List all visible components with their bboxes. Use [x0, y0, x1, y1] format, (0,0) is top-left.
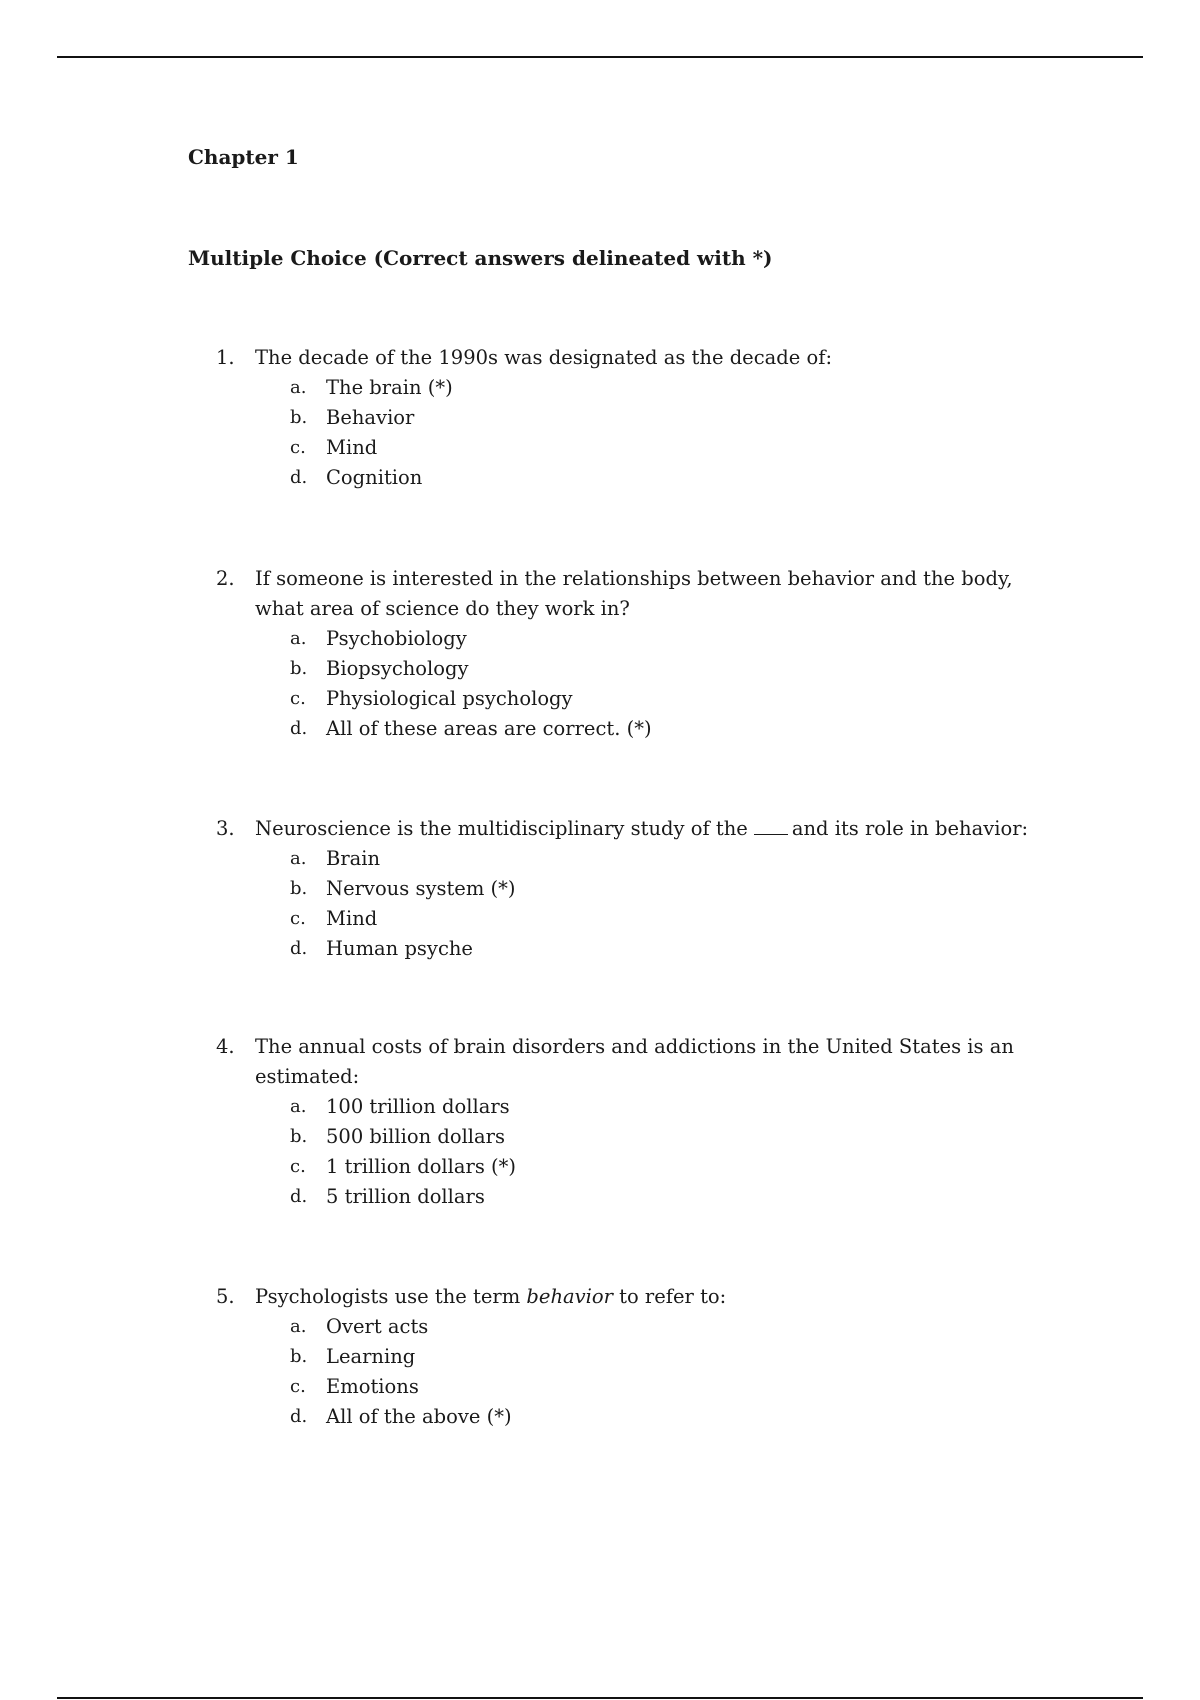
option-text: 500 billion dollars [326, 1125, 505, 1148]
option-text: Mind [326, 907, 378, 930]
answer-option-d [290, 1402, 1056, 1432]
question-text: The decade of the 1990s was designated as the decade of: [255, 346, 833, 369]
option-text: 100 trillion dollars [326, 1095, 510, 1118]
option-letter: a. [290, 1316, 307, 1337]
answer-option-a [290, 844, 1056, 874]
question-number: 5. [216, 1285, 235, 1308]
option-letter: a. [290, 628, 307, 649]
option-text: 1 trillion dollars (*) [326, 1155, 517, 1178]
question-stem [216, 814, 1056, 844]
answer-option-a [290, 624, 1056, 654]
answer-option-c [290, 1372, 1056, 1402]
footer-rule [57, 1697, 1143, 1699]
option-text: Nervous system (*) [326, 877, 516, 900]
option-letter: c. [290, 688, 306, 709]
option-text: Psychobiology [326, 627, 467, 650]
option-text: Cognition [326, 466, 423, 489]
answer-option-c [290, 904, 1056, 934]
question-text: If someone is interested in the relationships between behavior and the body, what area of science do they work in? [255, 567, 1013, 620]
section-heading: Multiple Choice (Correct answers delineated with *) [188, 246, 773, 270]
option-letter: a. [290, 1096, 307, 1117]
option-letter: d. [290, 938, 308, 959]
question-number: 3. [216, 817, 235, 840]
question-text-after-blank: and its role in behavior: [791, 817, 1029, 840]
question-number: 2. [216, 567, 235, 590]
answer-option-a [290, 1312, 1056, 1342]
question-4 [216, 1032, 1056, 1212]
answer-option-a [290, 373, 1056, 403]
question-5 [216, 1282, 1056, 1432]
option-text: Biopsychology [326, 657, 469, 680]
fill-in-blank [754, 820, 788, 835]
option-text: Human psyche [326, 937, 473, 960]
option-letter: b. [290, 878, 308, 899]
answer-option-b [290, 654, 1056, 684]
option-text: Emotions [326, 1375, 419, 1398]
answer-options [216, 1092, 1056, 1212]
answer-option-b [290, 1122, 1056, 1152]
answer-option-d [290, 714, 1056, 744]
question-2 [216, 564, 1056, 744]
option-letter: b. [290, 658, 308, 679]
chapter-title: Chapter 1 [188, 145, 299, 169]
option-text: All of these areas are correct. (*) [326, 717, 652, 740]
answer-option-d [290, 934, 1056, 964]
option-letter: b. [290, 1346, 308, 1367]
answer-options [216, 373, 1056, 493]
answer-option-c [290, 1152, 1056, 1182]
answer-option-c [290, 433, 1056, 463]
question-3 [216, 814, 1056, 964]
option-letter: c. [290, 437, 306, 458]
question-text-before-emphasis: Psychologists use the term [255, 1285, 521, 1308]
option-text: Brain [326, 847, 381, 870]
answer-option-d [290, 1182, 1056, 1212]
option-letter: c. [290, 908, 306, 929]
answer-option-c [290, 684, 1056, 714]
answer-options [216, 624, 1056, 744]
answer-option-b [290, 403, 1056, 433]
option-letter: b. [290, 407, 308, 428]
question-text: The annual costs of brain disorders and addictions in the United States is an estimated: [255, 1035, 1014, 1088]
option-text: Learning [326, 1345, 416, 1368]
answer-option-b [290, 1342, 1056, 1372]
option-letter: c. [290, 1376, 306, 1397]
question-stem [216, 564, 1056, 624]
question-number: 1. [216, 346, 235, 369]
answer-option-b [290, 874, 1056, 904]
option-letter: c. [290, 1156, 306, 1177]
option-letter: d. [290, 467, 308, 488]
option-letter: a. [290, 377, 307, 398]
option-text: Mind [326, 436, 378, 459]
option-text: 5 trillion dollars [326, 1185, 485, 1208]
question-text-after-emphasis: to refer to: [619, 1285, 727, 1308]
question-stem [216, 1032, 1056, 1092]
option-letter: b. [290, 1126, 308, 1147]
question-text [255, 1282, 1056, 1312]
question-number: 4. [216, 1035, 235, 1058]
option-letter: d. [290, 1406, 308, 1427]
option-letter: d. [290, 718, 308, 739]
option-text: Behavior [326, 406, 415, 429]
answer-options [216, 844, 1056, 964]
answer-option-d [290, 463, 1056, 493]
question-emphasis-term: behavior [526, 1285, 613, 1308]
header-rule [57, 56, 1143, 58]
option-text: All of the above (*) [326, 1405, 512, 1428]
option-text: Physiological psychology [326, 687, 573, 710]
option-text: The brain (*) [326, 376, 453, 399]
answer-options [216, 1312, 1056, 1432]
question-stem [216, 343, 1056, 373]
option-letter: d. [290, 1186, 308, 1207]
answer-option-a [290, 1092, 1056, 1122]
question-text-before-blank: Neuroscience is the multidisciplinary study of the [255, 817, 748, 840]
question-text [255, 814, 1056, 844]
question-stem [216, 1282, 1056, 1312]
option-letter: a. [290, 848, 307, 869]
option-text: Overt acts [326, 1315, 429, 1338]
question-1 [216, 343, 1056, 493]
